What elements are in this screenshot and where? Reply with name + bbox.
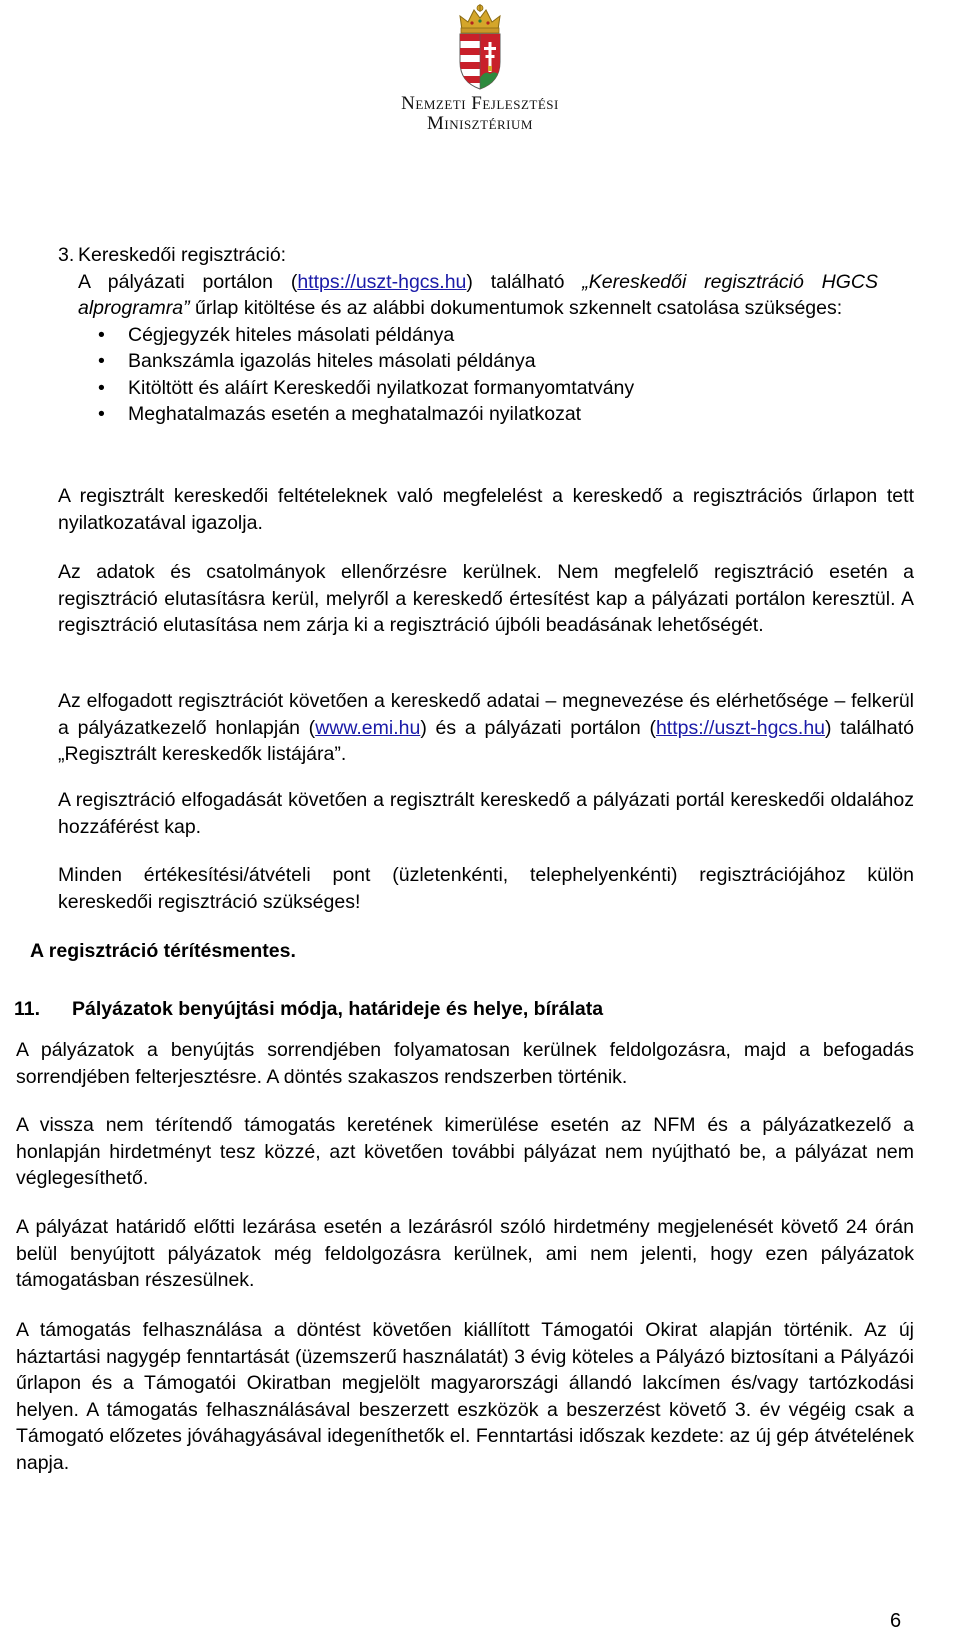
coat-of-arms-icon <box>452 4 508 90</box>
p3-text-2: ) és a pályázati portálon ( <box>420 716 656 739</box>
required-documents-list <box>78 322 878 428</box>
list-item <box>78 401 878 428</box>
intro-text-1: A pályázati portálon ( <box>78 270 298 293</box>
paragraph-processing-order: A pályázatok a benyújtás sorrendjében folyamatosan kerülnek feldolgozásra, majd a befogadás sorrendjében felterjesztésre. A döntés szakaszos rendszerben történik. <box>16 1039 914 1088</box>
bullet-icon: • <box>98 403 105 425</box>
list-item <box>78 322 878 349</box>
p3-text-3: ) található „Regisztrált kereskedők listájára”. <box>58 716 915 765</box>
list-item-text: Meghatalmazás esetén a meghatalmazói nyilatkozat <box>128 403 582 425</box>
portal-link-2[interactable]: https://uszt-hgcs.hu <box>655 716 826 739</box>
paragraph-budget-exhausted: A vissza nem térítendő támogatás keretének kimerülése esetén az NFM és a pályázatkezelő a honlapján hirdetményt tesz közzé, azt követően további pályázat nem nyújtható be, a pályázat nem véglegesíthető. <box>16 1114 914 1189</box>
list-item <box>78 375 878 402</box>
bullet-icon: • <box>98 323 105 346</box>
intro-text-3: űrlap kitöltése és az alábbi dokumentumok szkennelt csatolása szükséges: <box>189 297 843 319</box>
paragraph-accepted-registration <box>58 688 914 768</box>
free-of-charge-note: A regisztráció térítésmentes. <box>30 940 296 962</box>
paragraph-registration-statement: A regisztrált kereskedői feltételeknek való megfelelést a kereskedő a regisztrációs űrlapon tett nyilatkozatával igazolja. <box>58 485 914 534</box>
paragraph-support-use: A támogatás felhasználása a döntést követően kiállított Támogatói Okirat alapján történik. Az új háztartási nagygép fenntartását (üzemszerű használatát) 3 évig köteles a Pályázó biztosítani a Pályázói űrlapon és a Támogatói Okiratban megjelölt magyarországi állandó lakcímen és/vagy tartózkodási helyen. A támogatás felhasználásával beszerzett eszközök a beszerzést követő 3. év végéig csak a Támogató előzetes jóváhagyásával idegeníthetők el. Fenntartási időszak kezdete: az új gép átvételének napja. <box>16 1319 914 1474</box>
ministry-name-line2: Minisztérium <box>427 113 533 134</box>
list-item-text: Cégjegyzék hiteles másolati példánya <box>128 323 455 346</box>
header-logo <box>370 4 590 144</box>
ministry-name <box>370 94 590 134</box>
page-number: 6 <box>890 1610 902 1632</box>
list-item-text: Bankszámla igazolás hiteles másolati példánya <box>128 350 536 372</box>
list-item-text: Kitöltött és aláírt Kereskedői nyilatkozat formanyomtatvány <box>128 376 635 399</box>
intro-form-name: „Kereskedői regisztráció HGCS alprogramra” <box>78 270 878 319</box>
section-11-number: 11. <box>14 998 41 1020</box>
paragraph-per-location: Minden értékesítési/átvételi pont (üzletenkénti, telephelyenkénti) regisztrációjához külön kereskedői regisztráció szükséges! <box>58 864 914 913</box>
intro-text-2: ) található <box>466 270 583 293</box>
ministry-name-line1: Nemzeti Fejlesztési <box>401 93 559 114</box>
section-3-intro <box>78 269 878 322</box>
section-3 <box>58 242 914 428</box>
bullet-icon: • <box>98 376 105 399</box>
bullet-icon: • <box>98 350 105 372</box>
list-item <box>78 348 878 375</box>
section-3-number: 3. <box>58 244 75 266</box>
section-11-title: Pályázatok benyújtási módja, határideje és helye, bírálata <box>72 998 604 1020</box>
portal-link[interactable]: https://uszt-hgcs.hu <box>297 270 467 293</box>
section-3-title: Kereskedői regisztráció: <box>78 244 287 266</box>
paragraph-early-closing: A pályázat határidő előtti lezárása esetén a lezárásról szóló hirdetmény megjelenését követő 24 órán belül benyújtott pályázatok még feldolgozásra kerülnek, ami nem jelenti, hogy ezen pályázatok támogatásban részesülnek. <box>16 1216 914 1291</box>
paragraph-verification: Az adatok és csatolmányok ellenőrzésre kerülnek. Nem megfelelő regisztráció esetén a regisztráció elutasításra kerül, melyről a kereskedő értesítést kap a pályázati portálon keresztül. A regisztráció elutasítása nem zárja ki a regisztráció újbóli beadásának lehetőségét. <box>58 561 914 636</box>
emi-link[interactable]: www.emi.hu <box>315 716 421 739</box>
p3-text-1: Az elfogadott regisztrációt követően a kereskedő adatai – megnevezése és elérhetősége – felkerül a pályázatkezelő honlapján ( <box>58 690 914 739</box>
paragraph-portal-access: A regisztráció elfogadását követően a regisztrált kereskedő a pályázati portál kereskedői oldalához hozzáférést kap. <box>58 789 914 838</box>
